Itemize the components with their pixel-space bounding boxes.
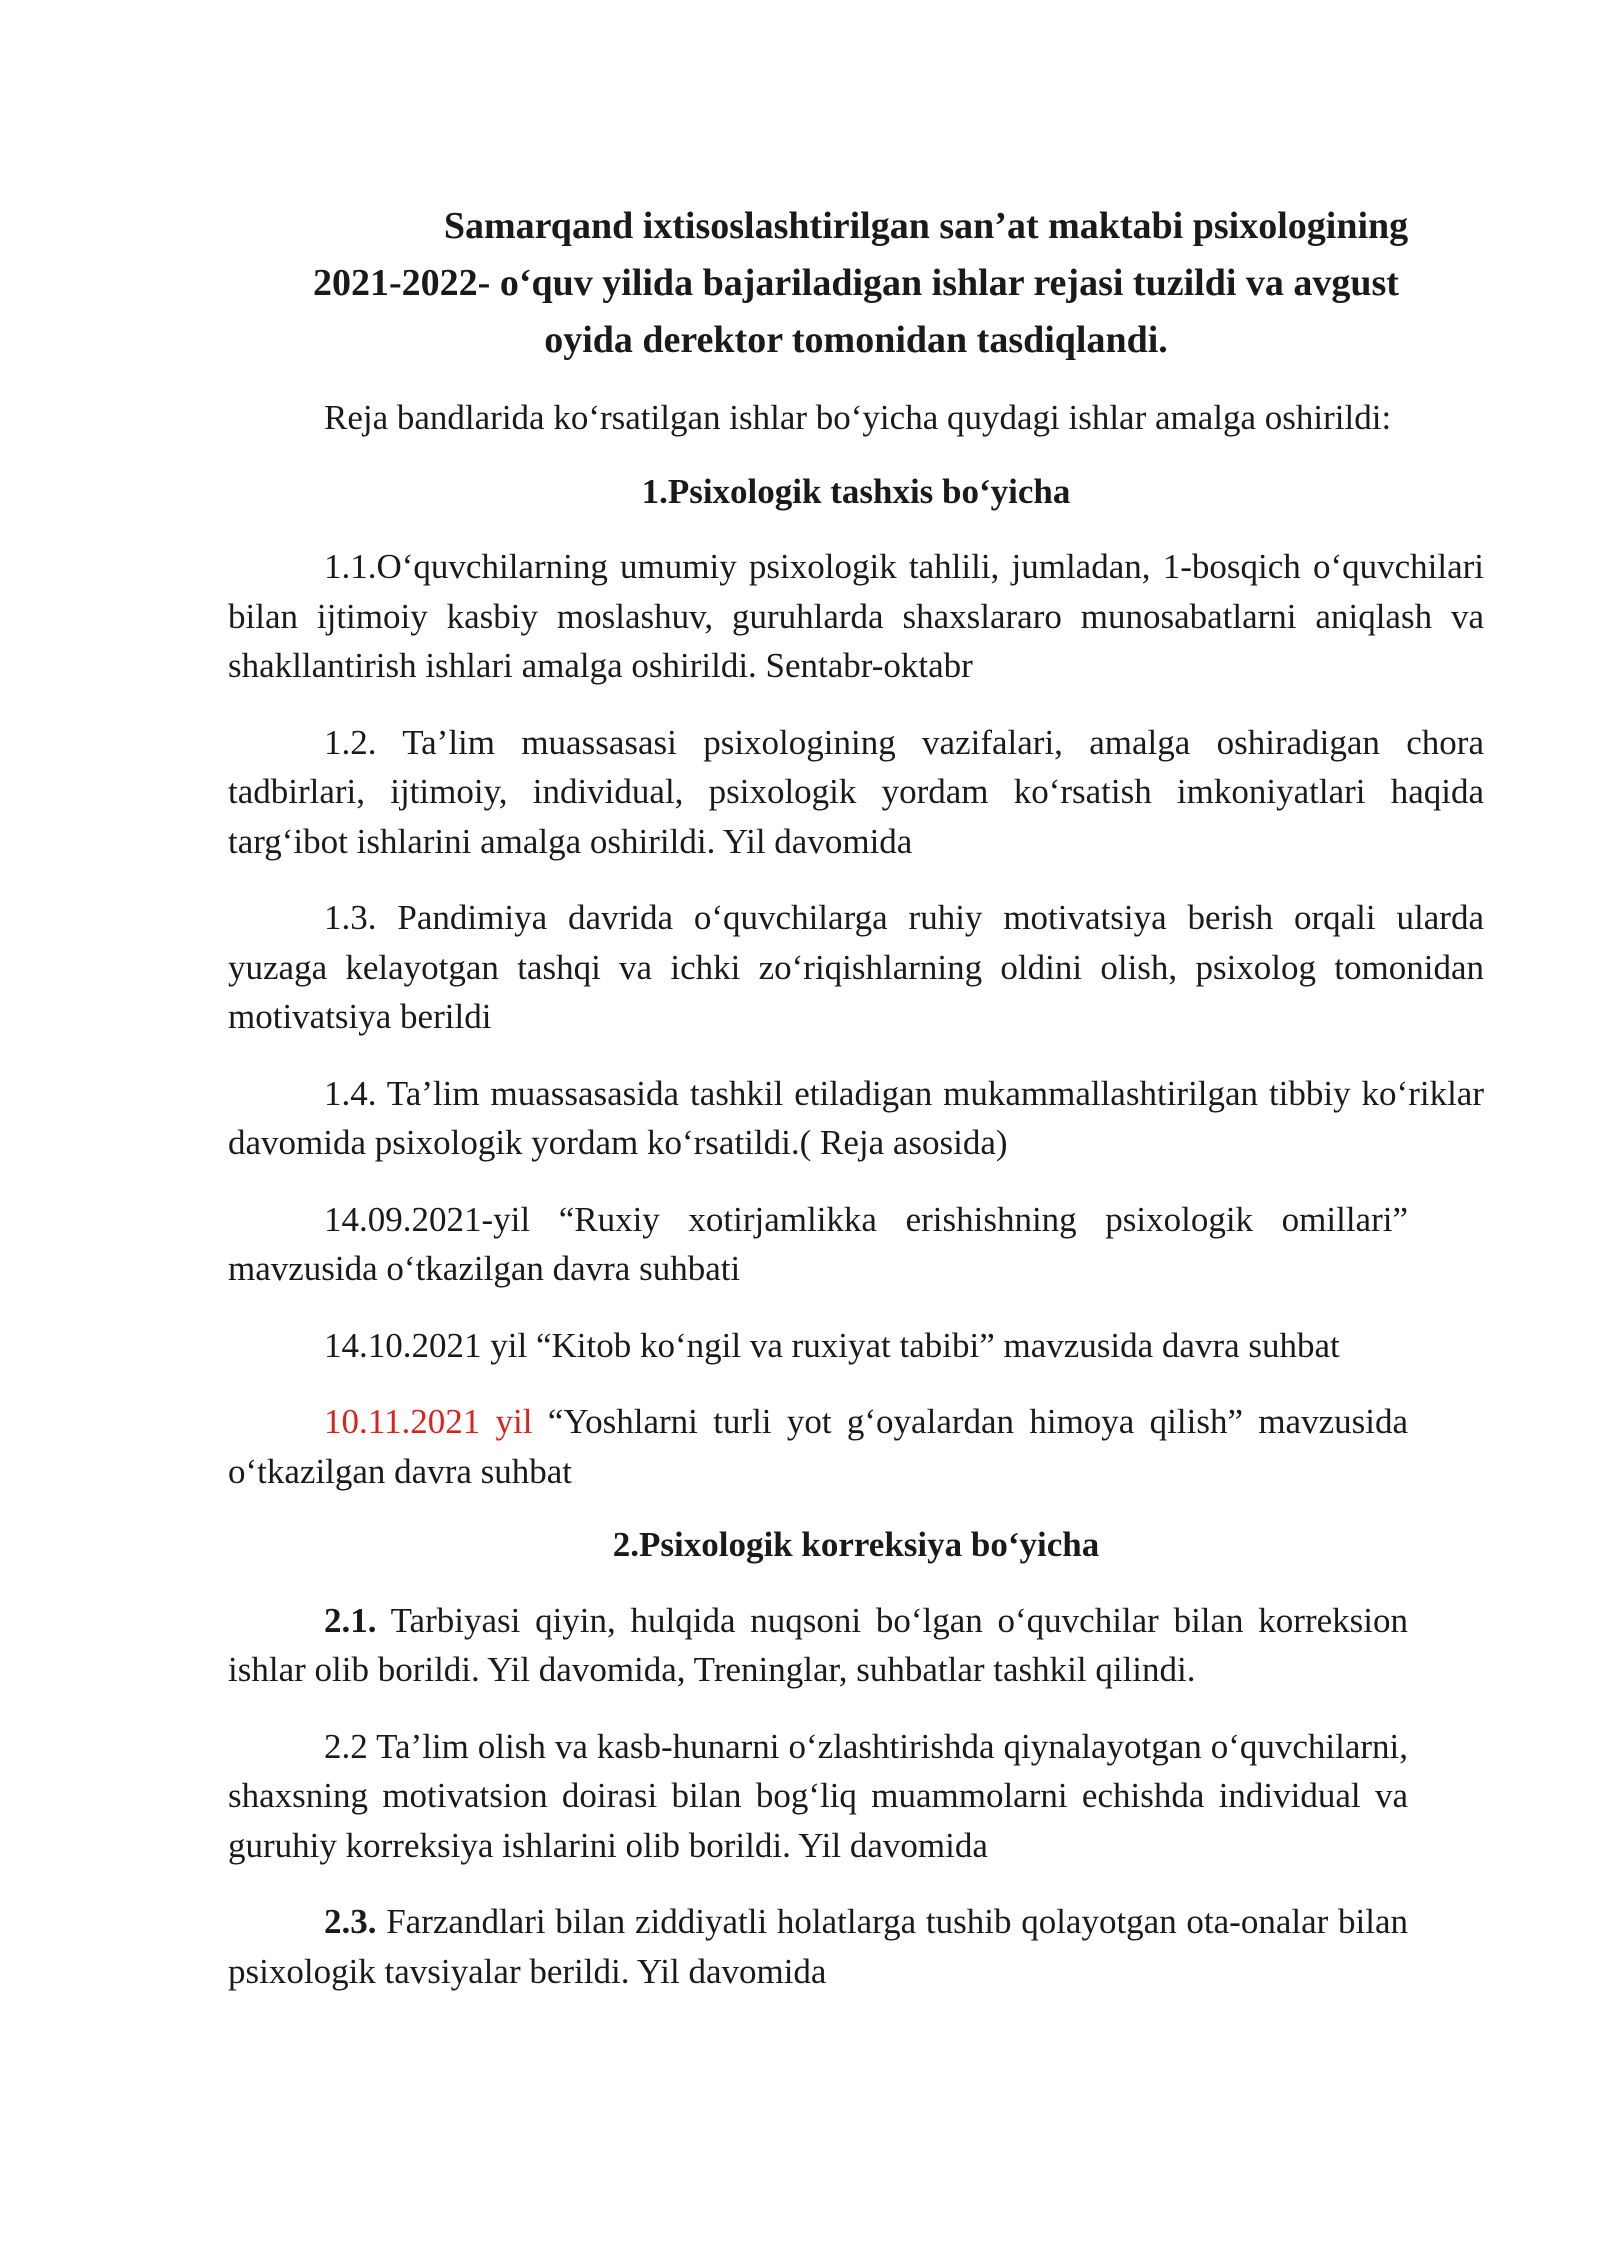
heading-line-2: 2021-2022- o‘quv yilida bajariladigan ishlar rejasi tuzildi va avgust (313, 262, 1399, 304)
item-1-2: 1.2. Ta’lim muassasasi psixologining vazifalari, amalga oshiradigan chora tadbirlari, ijtimoiy, individual, psixologik yordam ko‘rsatish imkoniyatlari haqida targ‘ibot ishlarini amalga oshirildi. Yil davomida (228, 722, 1484, 861)
item-number: 2.1. (324, 1600, 377, 1640)
document-body (228, 198, 1484, 2023)
event-date-highlighted: 10.11.2021 yil (324, 1402, 533, 1441)
event-paragraph (228, 1397, 1408, 1496)
document-heading (228, 198, 1484, 369)
item-text: Farzandlari bilan ziddiyatli holatlarga tushib qolayotgan ota-onalar bilan psixologik tavsiyalar berildi. Yil davomida (228, 1902, 1408, 1991)
item-1-4: 1.4. Ta’lim muassasasida tashkil etiladigan mukammallashtirilgan tibbiy ko‘riklar davomida psixologik yordam ko‘rsatildi.( Reja asosida) (228, 1073, 1484, 1162)
item-number: 2.3. (324, 1902, 377, 1941)
heading-line-1: Samarqand ixtisoslashtirilgan san’at maktabi psixologining (443, 205, 1409, 247)
event-paragraph (228, 1321, 1408, 1371)
intro-paragraph: Reja bandlarida ko‘rsatilgan ishlar bo‘yicha quydagi ishlar amalga oshirildi: (324, 398, 1392, 437)
event-text: “Ruxiy xotirjamlikka erishishning psixologik omillari” mavzusida o‘tkazilgan davra suhbati (228, 1199, 1408, 1288)
section-2-title: 2.Psixologik korreksiya bo‘yicha (612, 1525, 1100, 1564)
event-text: “Kitob ko‘ngil va ruxiyat tabibi” mavzusida davra suhbat (527, 1325, 1340, 1365)
section-1-title: 1.Psixologik tashxis bo‘yicha (641, 471, 1071, 511)
item-2-1 (228, 1596, 1408, 1695)
event-text: “Yoshlarni turli yot g‘oyalardan himoya qilish” mavzusida o‘tkazilgan davra suhbat (228, 1402, 1408, 1491)
heading-line-3: oyida derektor tomonidan tasdiqlandi. (544, 319, 1168, 361)
item-2-2 (228, 1722, 1408, 1871)
item-1-3: 1.3. Pandimiya davrida o‘quvchilarga ruhiy motivatsiya berish orqali ularda yuzaga kelayotgan tashqi va ichki zo‘riqishlarning oldini olish, psixolog tomonidan motivatsiya berildi (228, 898, 1484, 1036)
event-paragraph (228, 1195, 1408, 1294)
event-date: 14.10.2021 yil (324, 1325, 528, 1365)
item-1-1: 1.1.O‘quvchilarning umumiy psixologik tahlili, jumladan, 1-bosqich o‘quvchilari bilan ijtimoiy kasbiy moslashuv, guruhlarda shaxslararo munosabatlarni aniqlash va shakllantirish ishlari amalga oshirildi. Sentabr-oktabr (228, 547, 1484, 685)
item-number: 2.2 (324, 1726, 368, 1766)
item-text: Ta’lim olish va kasb-hunarni o‘zlashtirishda qiynalayotgan o‘quvchilarni, shaxsning motivatsion doirasi bilan bog‘liq muammolarni echishda individual va guruhiy korreksiya ishlarini olib borildi. Yil davomida (228, 1726, 1408, 1865)
item-text: Tarbiyasi qiyin, hulqida nuqsoni bo‘lgan o‘quvchilar bilan korreksion ishlar olib borildi. Yil davomida, Treninglar, suhbatlar tashkil qilindi. (228, 1600, 1408, 1689)
item-2-3 (228, 1897, 1408, 1996)
event-date: 14.09.2021-yil (324, 1199, 531, 1239)
